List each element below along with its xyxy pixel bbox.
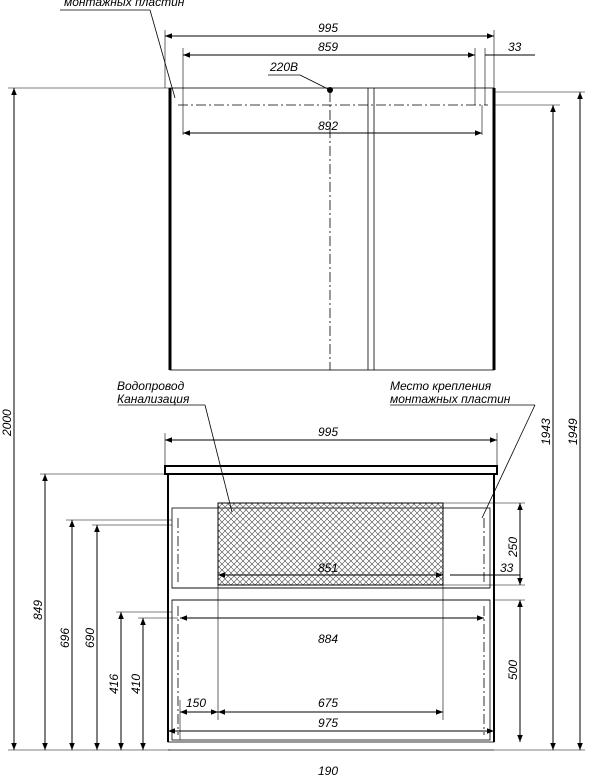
dim-plumbing-zone-height: 250 [506, 536, 520, 557]
dim-mirror-top-height2: 1949 [566, 418, 580, 445]
dim-mirror-inner-width: 859 [318, 40, 339, 54]
dim-mount-span: 675 [318, 696, 339, 710]
dim-mirror-door-width: 892 [318, 119, 339, 133]
dim-total-height: 2000 [0, 409, 14, 436]
dim-leg-offset: 150 [186, 696, 207, 710]
dim-plumbing-zone-width: 851 [318, 561, 339, 575]
dim-mirror-side-offset: 33 [508, 40, 522, 54]
label-mount-place-2: монтажных пластин [390, 392, 511, 406]
dim-vanity-width: 995 [318, 425, 339, 439]
dim-bottom-partial: 190 [318, 764, 339, 776]
vanity-dimensions [165, 433, 525, 742]
dim-vanity-top-height: 849 [31, 599, 45, 620]
height-dimensions [8, 88, 585, 750]
label-plumbing-1: Водопровод [117, 379, 185, 393]
label-mount-place-1: Место крепления [390, 379, 492, 393]
dim-mirror-width: 995 [318, 21, 339, 35]
label-plumbing-2: Канализация [117, 392, 190, 406]
dim-height-696: 696 [58, 627, 72, 648]
dim-height-690: 690 [83, 627, 97, 648]
dim-height-410: 410 [129, 673, 143, 694]
dim-base-width: 975 [318, 716, 339, 730]
label-mount-plates-top: монтажных пластин [64, 0, 185, 9]
dim-vanity-side-offset: 33 [500, 561, 514, 575]
dim-height-416: 416 [107, 673, 121, 694]
leader-lines [118, 405, 535, 518]
dim-mirror-top-height: 1943 [539, 418, 553, 445]
dim-vanity-height-500: 500 [506, 659, 520, 680]
dim-vanity-inner-width: 884 [318, 632, 339, 646]
label-power: 220В [270, 60, 299, 74]
